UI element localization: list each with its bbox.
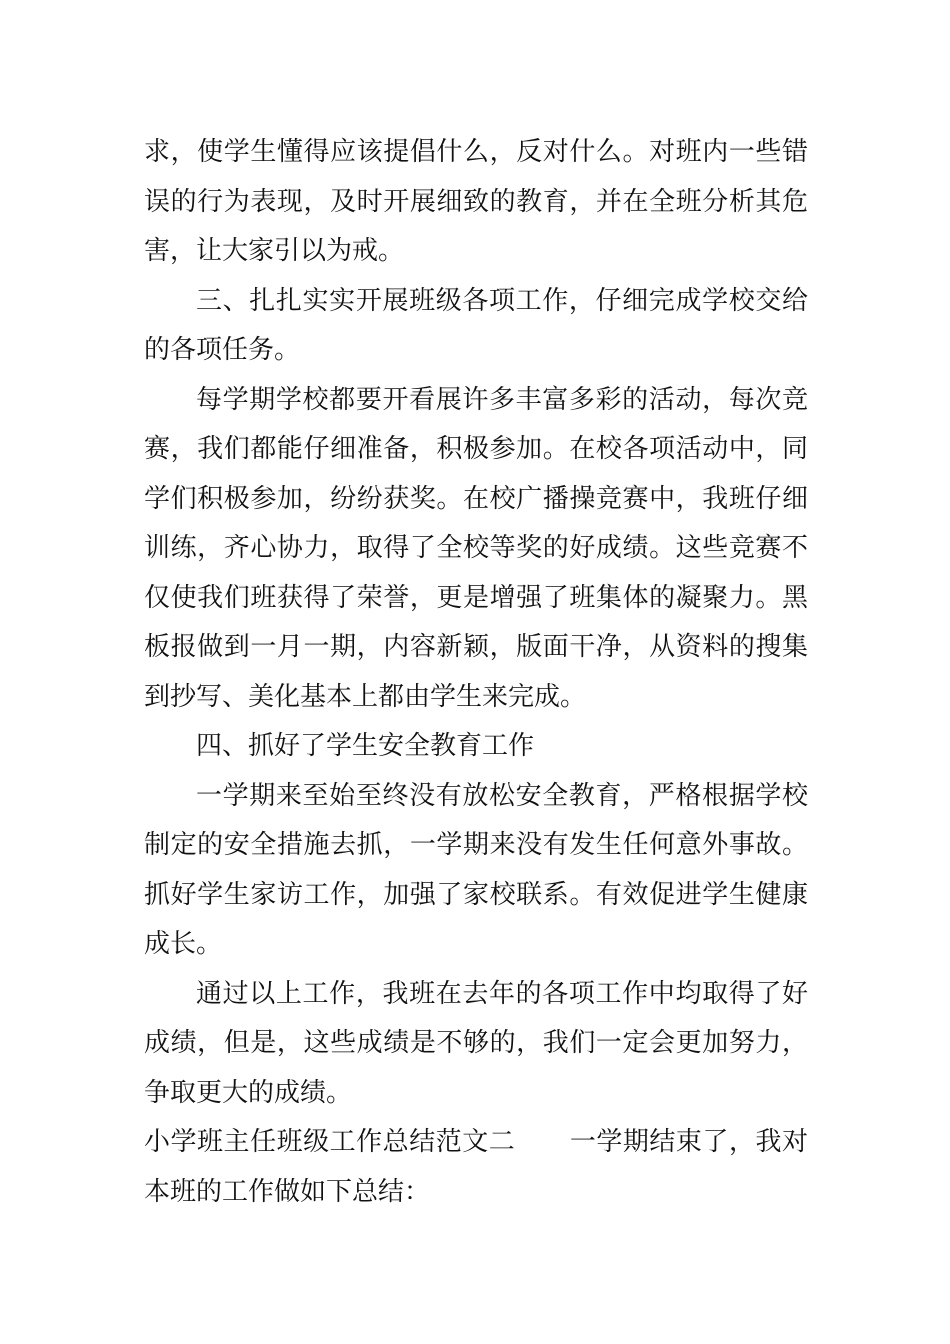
paragraph: 求，使学生懂得应该提倡什么，反对什么。对班内一些错误的行为表现，及时开展细致的教育，并在全班分析其危害，让大家引以为戒。 (144, 137, 808, 266)
document-body (144, 128, 808, 1217)
section-heading-three: 三、扎扎实实开展班级各项工作，仔细完成学校交给的各项任务。 (144, 285, 808, 365)
section-intro: 一学期结束了，我对本班的工作做如下总结： (144, 1127, 808, 1207)
section-two-paragraph (144, 1118, 808, 1217)
paragraph: 一学期来至始至终没有放松安全教育，严格根据学校制定的安全措施去抓，一学期来没有发生任何意外事故。抓好学生家访工作，加强了家校联系。有效促进学生健康成长。 (144, 780, 808, 959)
paragraph: 每学期学校都要开看展许多丰富多彩的活动，每次竞赛，我们都能仔细准备，积极参加。在校各项活动中，同学们积极参加，纷纷获奖。在校广播操竞赛中，我班仔细训练，齐心协力，取得了全校等奖的好成绩。这些竞赛不仅使我们班获得了荣誉，更是增强了班集体的凝聚力。黑板报做到一月一期，内容新颖，版面干净，从资料的搜集到抄写、美化基本上都由学生来完成。 (144, 384, 808, 712)
section-heading-four: 四、抓好了学生安全教育工作 (196, 731, 535, 761)
section-title: 小学班主任班级工作总结范文二 (144, 1127, 516, 1157)
paragraph: 通过以上工作，我班在去年的各项工作中均取得了好成绩，但是，这些成绩是不够的，我们一定会更加努力，争取更大的成绩。 (144, 978, 808, 1108)
